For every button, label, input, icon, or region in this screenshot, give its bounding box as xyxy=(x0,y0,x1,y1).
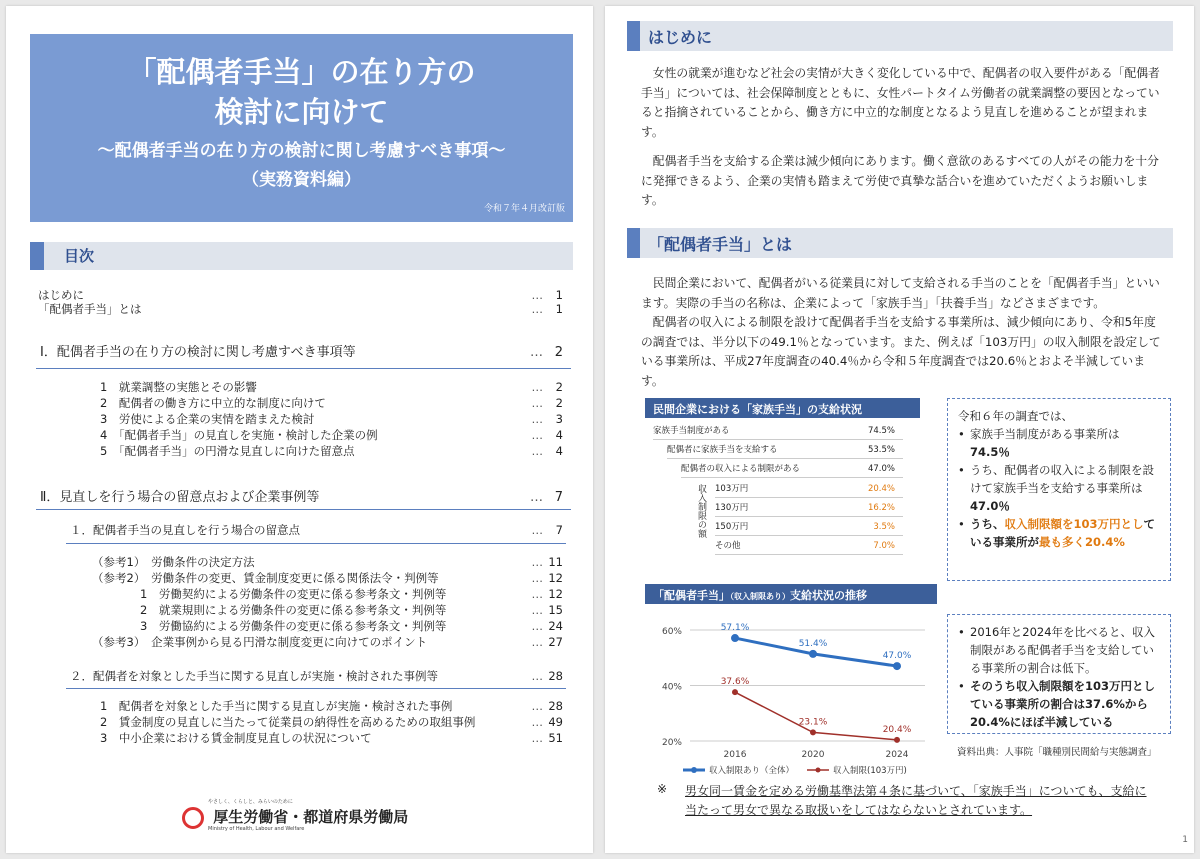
legend-label: 収入制限(103万円) xyxy=(833,766,907,776)
definition-paragraph-1: 民間企業において、配偶者がいる従業員に対して支給される手当のことを「配偶者手当」といいます。実際の手当の名称は、企業によって「家族手当」「扶養手当」などさまざまです。 xyxy=(641,276,1160,310)
toc-page-number: 28 xyxy=(548,669,563,683)
limit-label: 収入制限の額 xyxy=(696,484,706,538)
legend-marker xyxy=(691,767,697,773)
toc-item[interactable] xyxy=(30,522,573,538)
toc-item-label: 2 配偶者の働き方に中立的な制度に向けて xyxy=(100,396,326,410)
toc-dots: … xyxy=(531,444,543,458)
row-value: 53.5% xyxy=(867,445,895,455)
toc-dots: … xyxy=(531,396,543,410)
toc-page-number: 1 xyxy=(555,288,563,302)
logo-en: Ministry of Health, Labour and Welfare xyxy=(208,826,305,832)
toc-dots: … xyxy=(531,302,543,316)
toc-page-number: 3 xyxy=(555,412,563,426)
toc-dots: … xyxy=(530,345,543,360)
toc-page-number: 4 xyxy=(555,428,563,442)
toc-page-number: 28 xyxy=(548,699,563,713)
toc-item-label: 1 労働契約による労働条件の変更に係る参考条文・判例等 xyxy=(140,587,447,601)
toc-item-label: （参考2） 労働条件の変更、賃金制度変更に係る関係法令・判例等 xyxy=(92,571,439,585)
trend-note xyxy=(947,614,1171,734)
toc-page-number: 2 xyxy=(555,380,563,394)
toc-dots: … xyxy=(531,571,543,585)
toc-item-label: 2 就業規則による労働条件の変更に係る参考条文・判例等 xyxy=(140,603,447,617)
table-row xyxy=(681,460,903,478)
page-number: 1 xyxy=(1182,835,1188,845)
toc-dots: … xyxy=(531,288,543,302)
note-bullet: • うち、収入制限額を103万円としている事業所が最も多く20.4% xyxy=(958,515,1160,551)
row-label: 配偶者の収入による制限がある xyxy=(681,464,801,474)
toc-item-label: 4 「配偶者手当」の見直しを実施・検討した企業の例 xyxy=(100,428,378,442)
definition-text xyxy=(641,274,1167,391)
revision-note: 令和７年４月改訂版 xyxy=(483,204,565,214)
toc-page-number: 12 xyxy=(548,571,563,585)
table-row xyxy=(715,537,903,555)
logo-name: 厚生労働省・都道府県労働局 xyxy=(213,808,409,826)
toc-item-label: 3 労使による企業の実情を踏まえた検討 xyxy=(100,412,315,426)
data-label: 57.1% xyxy=(720,623,750,634)
toc-item[interactable] xyxy=(30,345,573,361)
cover-subtitle2: （実務資料編） xyxy=(242,170,361,190)
toc-item[interactable] xyxy=(30,427,573,443)
toc-item-label: （参考3） 企業事例から見る円滑な制度変更に向けてのポイント xyxy=(92,635,428,649)
data-point xyxy=(893,662,901,670)
note-bullet: • うち、配偶者の収入による制限を設けて家族手当を支給する事業所は47.0％ xyxy=(958,461,1160,515)
toc-item[interactable] xyxy=(30,395,573,411)
row-value: 74.5% xyxy=(867,426,895,436)
row-value: 7.0% xyxy=(873,541,895,551)
toc-item[interactable] xyxy=(30,570,573,586)
toc-page-number: 2 xyxy=(555,396,563,410)
toc-dots: … xyxy=(531,635,543,649)
table-row xyxy=(715,518,903,536)
data-label: 37.6% xyxy=(720,677,750,688)
logo-tagline: やさしく、くらしと、みらいのために xyxy=(208,799,293,805)
toc-item-label: （参考1） 労働条件の決定方法 xyxy=(92,555,255,569)
cover-title-line2: 検討に向けて xyxy=(214,95,389,129)
divider xyxy=(36,368,571,369)
toc-page-number: 27 xyxy=(548,635,563,649)
cover-banner xyxy=(30,34,573,222)
note-bullet: • 2016年と2024年を比べると、収入制限がある配偶者手当を支給している事業所の割合は低下。 xyxy=(958,623,1160,677)
toc-dots: … xyxy=(531,699,543,713)
section-heading-intro: はじめに xyxy=(627,21,1173,51)
data-point xyxy=(732,689,738,695)
intro-paragraph-1: 女性の就業が進むなど社会の実情が大きく変化している中で、配偶者の収入要件がある「配偶者手当」については、社会保障制度とともに、女性パートタイム労働者の就業調整の要因となっていると指摘されていることから、働き方に中立的な制度となるよう見直しを進めることが望まれます。 xyxy=(641,66,1160,139)
toc-dots: … xyxy=(531,731,543,745)
toc-item-label: 2 賃金制度の見直しに当たって従業員の納得性を高めるための取組事例 xyxy=(100,715,476,729)
toc-item[interactable] xyxy=(30,602,573,618)
row-label: その他 xyxy=(715,541,741,551)
toc-dots: … xyxy=(531,428,543,442)
toc-page-number: 2 xyxy=(554,345,563,360)
toc-item-label: 1 就業調整の実態とその影響 xyxy=(100,380,257,394)
toc-item-label: 3 中小企業における賃金制度見直しの状況について xyxy=(100,731,372,745)
toc-item[interactable] xyxy=(30,698,573,714)
cover-title-line1: 「配偶者手当」の在り方の xyxy=(127,55,476,89)
table-row xyxy=(653,422,903,440)
divider xyxy=(36,509,571,510)
row-label: 配偶者に家族手当を支給する xyxy=(667,445,778,455)
toc-page-number: 15 xyxy=(548,603,563,617)
footnote-mark: ※ xyxy=(657,782,668,796)
data-point xyxy=(810,729,816,735)
toc-item[interactable] xyxy=(30,490,573,506)
mhlw-mark-icon xyxy=(182,807,204,829)
intro-text xyxy=(641,64,1167,211)
toc-item-label: １．配偶者手当の見直しを行う場合の留意点 xyxy=(70,523,300,537)
toc-page-number: 4 xyxy=(555,444,563,458)
toc-item[interactable] xyxy=(30,379,573,395)
toc-item[interactable] xyxy=(30,714,573,730)
table-row xyxy=(715,480,903,498)
toc-item-label: Ⅰ．配偶者手当の在り方の検討に関し考慮すべき事項等 xyxy=(40,345,356,360)
toc-page-number: 12 xyxy=(548,587,563,601)
toc-item-label: 1 配偶者を対象とした手当に関する見直しが実施・検討された事例 xyxy=(100,699,453,713)
legend-label: 収入制限あり（全体） xyxy=(709,766,795,776)
data-label: 51.4% xyxy=(798,638,828,649)
toc-dots: … xyxy=(531,555,543,569)
row-value: 3.5% xyxy=(873,522,895,532)
table-title: 民間企業における「家族手当」の支給状況 xyxy=(645,398,920,418)
x-tick-label: 2024 xyxy=(885,750,909,760)
source-note: 資料出典：人事院「職種別民間給与実態調査」 xyxy=(957,747,1157,758)
row-label: 150万円 xyxy=(715,522,749,532)
toc-item[interactable] xyxy=(30,586,573,602)
section-heading-definition: 「配偶者手当」とは xyxy=(627,228,1173,258)
toc-page-number: 11 xyxy=(548,555,563,569)
data-point xyxy=(809,650,817,658)
toc-item-label: 「配偶者手当」とは xyxy=(38,302,142,316)
toc-dots: … xyxy=(531,380,543,394)
toc-item-label: はじめに xyxy=(38,288,84,302)
divider xyxy=(66,688,566,689)
toc-item[interactable] xyxy=(30,301,573,317)
toc-item[interactable] xyxy=(30,634,573,650)
toc-dots: … xyxy=(531,715,543,729)
right-page xyxy=(605,6,1194,853)
left-page xyxy=(6,6,593,853)
toc-item-label: Ⅱ．見直しを行う場合の留意点および企業事例等 xyxy=(40,490,320,505)
data-label: 20.4% xyxy=(882,724,912,735)
row-label: 103万円 xyxy=(715,484,749,494)
x-tick-label: 2020 xyxy=(801,750,825,760)
toc-item[interactable] xyxy=(30,554,573,570)
y-tick-label: 60% xyxy=(661,627,682,637)
table-row xyxy=(667,441,903,459)
row-label: 130万円 xyxy=(715,503,749,513)
trend-chart xyxy=(635,608,940,783)
row-label: 家族手当制度がある xyxy=(653,426,730,436)
toc-item[interactable] xyxy=(30,411,573,427)
chart-title: 「配偶者手当」（収入制限あり）支給状況の推移 xyxy=(645,584,937,604)
definition-paragraph-2: 配偶者の収入による制限を設けて配偶者手当を支給する事業所は、減少傾向にあり、令和5年度の調査では、半分以下の49.1％となっています。また、例えば「103万円」の収入制限を設定している事業所は、平成27年度調査の40.4％から令和５年度調査では20.6％とおよそ半減しています。 xyxy=(641,315,1161,388)
data-label: 23.1% xyxy=(798,717,828,728)
note-bullet: • そのうち収入制限額を103万円としている事業所の割合は37.6%から20.4%にほぼ半減している xyxy=(958,677,1160,731)
toc-page-number: 7 xyxy=(555,523,563,537)
x-tick-label: 2016 xyxy=(723,750,747,760)
row-value: 47.0% xyxy=(867,464,895,474)
allowance-table xyxy=(645,422,905,572)
table-row xyxy=(715,499,903,517)
toc-dots: … xyxy=(531,523,543,537)
data-label: 47.0% xyxy=(882,651,912,662)
divider xyxy=(66,543,566,544)
toc-page-number: 7 xyxy=(554,490,563,505)
toc-dots: … xyxy=(531,603,543,617)
footnote: 男女同一賃金を定める労働基準法第４条に基づいて、「家族手当」についても、支給に当たって男女で異なる取扱いをしてはならないとされています。 xyxy=(685,784,1147,817)
row-value: 20.4% xyxy=(867,484,895,494)
toc-page-number: 49 xyxy=(548,715,563,729)
toc-item-label: 5 「配偶者手当」の円滑な見直しに向けた留意点 xyxy=(100,444,355,458)
toc-dots: … xyxy=(530,490,543,505)
toc-item-label: 3 労働協約による労働条件の変更に係る参考条文・判例等 xyxy=(140,619,447,633)
note-bullet: • 家族手当制度がある事業所は 74.5％ xyxy=(958,425,1160,461)
toc-dots: … xyxy=(531,619,543,633)
data-point xyxy=(731,634,739,642)
row-value: 16.2% xyxy=(867,503,895,513)
survey-note xyxy=(947,398,1171,581)
series-line xyxy=(735,692,897,740)
toc-item[interactable] xyxy=(30,668,573,684)
intro-paragraph-2: 配偶者手当を支給する企業は減少傾向にあります。働く意欲のあるすべての人がその能力を十分に発揮できるよう、企業の実情も踏まえて労使で真摯な話合いを進めていただくようお願いします。 xyxy=(641,154,1159,207)
y-tick-label: 40% xyxy=(661,682,682,693)
toc-item[interactable] xyxy=(30,730,573,746)
legend-marker xyxy=(816,768,821,773)
note-intro: 令和６年の調査では、 xyxy=(958,409,1073,423)
toc-item-label: ２．配偶者を対象とした手当に関する見直しが実施・検討された事例等 xyxy=(70,669,438,683)
toc-dots: … xyxy=(531,669,543,683)
y-tick-label: 20% xyxy=(661,738,682,748)
mhlw-logo xyxy=(182,799,409,832)
toc-item[interactable] xyxy=(30,443,573,459)
toc-page-number: 1 xyxy=(555,302,563,316)
toc-heading: 目次 xyxy=(30,242,573,270)
toc-page-number: 24 xyxy=(548,619,563,633)
toc-dots: … xyxy=(531,587,543,601)
toc-dots: … xyxy=(531,412,543,426)
toc-item[interactable] xyxy=(30,618,573,634)
toc-page-number: 51 xyxy=(548,731,563,745)
cover-subtitle: ～配偶者手当の在り方の検討に関し考慮すべき事項～ xyxy=(97,141,506,161)
data-point xyxy=(894,737,900,743)
